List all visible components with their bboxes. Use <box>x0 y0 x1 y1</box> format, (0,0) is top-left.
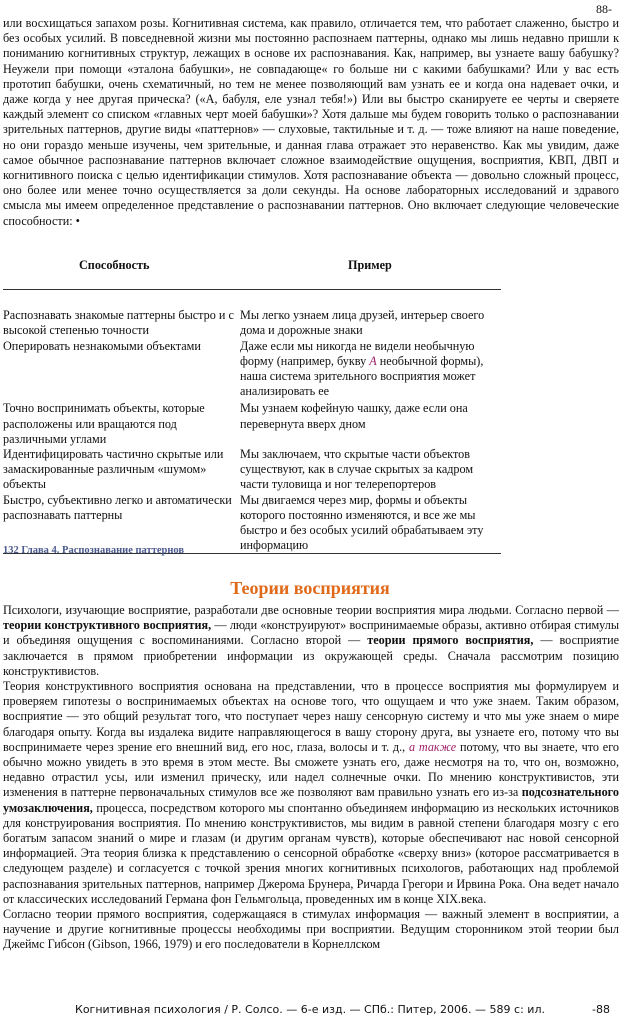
footer-citation: Когнитивная психология / Р. Солсо. — 6-е изд. — СПб.: Питер, 2006. — 589 с: ил. <box>75 1003 545 1016</box>
chapter-reference: 132 Глава 4. Распознавание паттернов <box>3 545 185 556</box>
intro-paragraph <box>3 16 619 229</box>
paragraph-text: или восхищаться запахом розы. Когнитивная система, как правило, отличается тем, что работает слаженно, быстро и без особых усилий. В повседневной жизни мы постоянно распознаем паттерны, однако мы лишь недавно пришли к пониманию когнитивных структур, лежащих в основе их распознавания. Как, например, вы узнаете вашу бабушку? Неужели при помощи «эталона бабушки», не совпадающе« го больше ни с какими бабушками? Или у вас есть прототип бабушки, очень схематичный, но тем не менее позволяющий вам узнать ее и когда она надевает очки, и даже когда у нее другая прическа? («А, бабуля, еле узнал тебя!») Или вы быстро сканируете ее черты и сверяете каждый элемент со списком «главных черт моей бабушки»? Хотя дальше мы будем говорить только о распознавании зрительных паттернов, другие виды «паттернов» — слуховые, тактильные и т. д. — тоже влияют на наше поведение, но они гораздо меньше изучены, чем зрительные, и данная глава отражает это неравенство. Как мы увидим, даже самое обычное распознавание паттернов включает сложное взаимодействие ощущения, восприятия, КВП, ДВП и когнитивного поиска с целью идентификации стимулов. Хотя распознавание объекта — довольно сложный процесс, оно более или менее точно осуществляется за доли секунды. На основе лабораторных исследований и здравого смысла мы имеем определенное представление о распознавании паттернов. Оно включает следующие человеческие способности: • <box>3 16 619 228</box>
page-number-top: 88- <box>596 2 612 16</box>
paragraph-constructive <box>3 679 619 907</box>
example-text: Даже если мы никогда не видели необычную форму (например, букву <box>240 338 475 368</box>
table-row <box>3 401 501 447</box>
text-run: потому, что вы знаете, что его обычно можно увидеть в это время в этом месте. Вы сможете узнать его, даже несмотря на то, что он, возможно, недавно отрастил усы, или изменил прическу, или надел солнечные очки. По мнению конструктивистов, эти изменения в паттерне первоначальных стимулов все же позволяют вам правильно узнать его из-за <box>3 739 619 800</box>
letter-a-example: А <box>369 353 377 368</box>
ability-cell: Точно воспринимать объекты, которые расположены или вращаются под различными углами <box>3 401 205 446</box>
example-cell: Мы заключаем, что скрытые части объектов существуют, как в случае скрытых за кадром части туловища и ног телерепортеров <box>240 447 474 492</box>
example-cell: Мы узнаем кофейную чашку, даже если она перевернута вверх дном <box>240 401 468 431</box>
example-text: необычной формы), наша система зрительного восприятия может анализировать ее <box>240 353 484 399</box>
paragraph-direct: Согласно теории прямого восприятия, содержащаяся в стимулах информация — важный элемент в восприятии, а научение и другие когнитивные процессы необходимы при восприятии. Ведущим сторонником этой теории был Джеймс Гибсон (Gibson, 1966, 1979) и его последователи в Корнеллском <box>3 907 619 952</box>
example-cell: Мы легко узнаем лица друзей, интерьер своего дома и дорожные знаки <box>240 308 485 338</box>
example-cell: Мы двигаемся через мир, формы и объекты которого постоянно изменяются, и все же мы быстро и без особых усилий обрабатываем эту информацию <box>240 493 501 554</box>
term-direct: теории прямого восприятия, <box>367 633 534 648</box>
ability-cell: Быстро, субъективно легко и автоматически распознавать паттерны <box>3 493 240 554</box>
term-unconscious-inference: подсознательного умозаключения, <box>3 785 619 815</box>
ability-cell: Идентифицировать частично скрытые или замаскированные различным «шумом» объекты <box>3 447 224 492</box>
page-number-bottom: -88 <box>592 1003 610 1016</box>
header-example: Пример <box>240 255 501 290</box>
ability-cell: Распознавать знакомые паттерны быстро и с высокой степенью точности <box>3 308 234 338</box>
example-cell <box>240 339 501 400</box>
text-run: процесса, посредством которого мы спонтанно объединяем информацию из нескольких источников для конструирования восприятия. По мнению конструктивистов, мы видим в равной степени благодаря мозгу с его богатым запасом знаний о мире и глазам (и другим органам чувств), которые обеспечивают нас новой сенсорной информацией. Эта теория близка к представлению о сенсорной обработке «сверху вниз» (которое рассматривается в следующем разделе) и согласуется с точкой зрения многих когнитивных психологов, работающих над проблемой распознавания зрительных паттернов, например Джерома Брунера, Ричарда Грегори и Ирвина Рока. Она ведет начало от классических исследований Германа фон Гельмгольца, проведенных им в конце XIX.века. <box>3 800 619 906</box>
abilities-table <box>3 255 501 554</box>
text-run: — люди «конструируют» воспринимаемые образы, активно отбирая стимулы и объединяя ощущения с воспоминаниями. Согласно второй — <box>3 618 620 648</box>
term-constructive: теории конструктивного восприятия, <box>3 618 212 633</box>
table-row <box>3 290 501 339</box>
section-title: Теории восприятия <box>230 578 390 598</box>
text-run: Теория конструктивного восприятия основана на представлении, что в процессе восприятия мы формулируем и проверяем гипотезы о воспринимаемых объектах на основе того, что ощущаем и что уже знаем. Таким образом, восприятие — это общий результат того, что поступает через нашу сенсорную систему и что мы уже знаем о мире благодаря опыту. Когда вы издалека видите направляющегося в вашу сторону друга, вы узнаете его, потому что вы воспринимаете через зрение его внешний вид, его нос, глаза, волосы и т. д., <box>3 679 619 754</box>
header-ability: Способность <box>3 255 240 290</box>
text-run: — восприятие заключается в прямом приобретении информации из окружающей среды. Сначала рассмотрим позицию конструктивистов. <box>3 633 619 678</box>
body-text <box>3 603 619 953</box>
ability-cell: Оперировать незнакомыми объектами <box>3 338 201 353</box>
text-run: Психологи, изучающие восприятие, разработали две основные теории восприятия мира людьми. Согласно первой — <box>3 603 619 617</box>
table-row <box>3 339 501 400</box>
emphasis-also: а также <box>409 739 457 754</box>
paragraph-theories <box>3 603 619 679</box>
table-row <box>3 447 501 493</box>
